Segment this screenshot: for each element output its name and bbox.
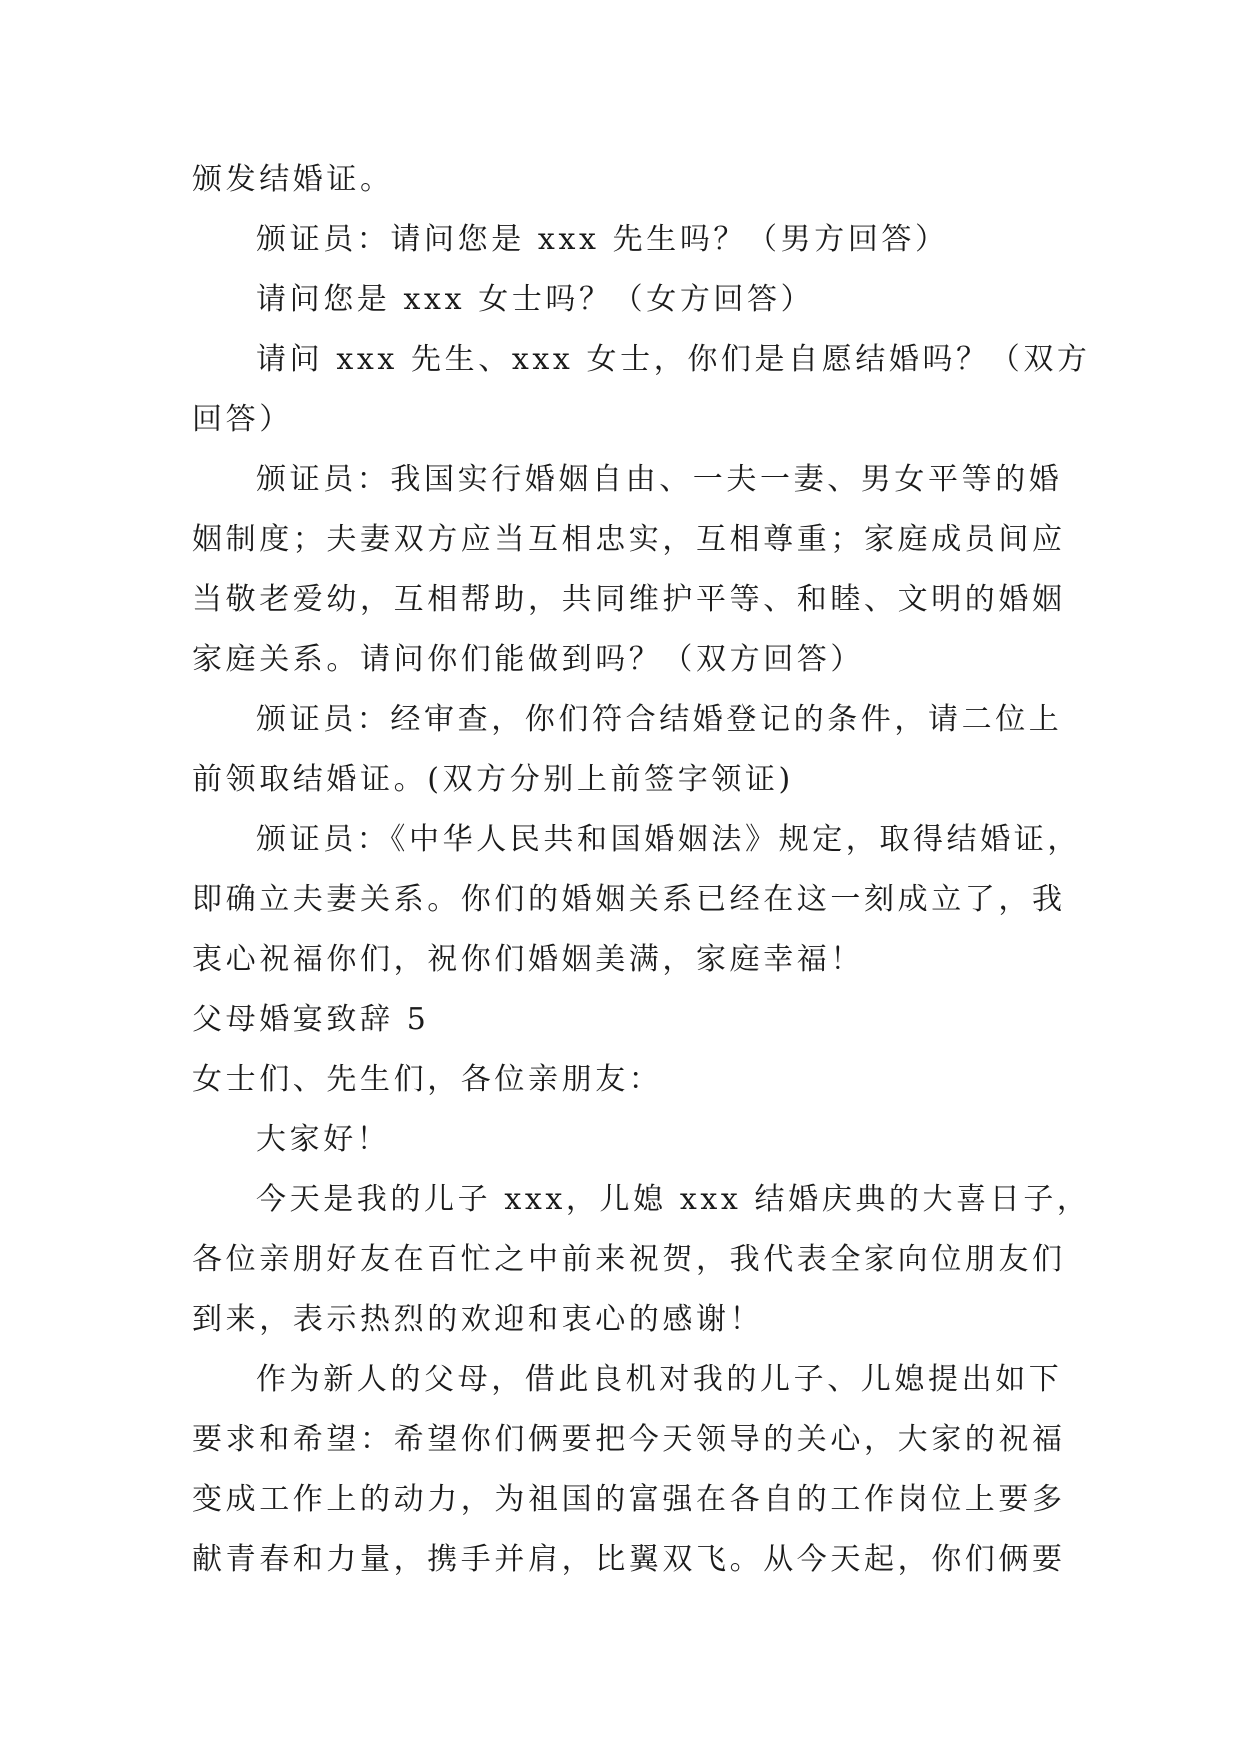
paragraph-line: 衷心祝福你们，祝你们婚姻美满，家庭幸福！ [192,942,864,977]
paragraph-line: 颁证员：《中华人民共和国婚姻法》规定，取得结婚证， [256,822,1081,857]
paragraph-line: 当敬老爱幼，互相帮助，共同维护平等、和睦、文明的婚姻 [192,582,1066,617]
paragraph-line: 颁证员：我国实行婚姻自由、一夫一妻、男女平等的婚 [256,462,1063,497]
paragraph-line: 各位亲朋好友在百忙之中前来祝贺，我代表全家向位朋友们 [192,1242,1066,1277]
paragraph-line: 到来，表示热烈的欢迎和衷心的感谢！ [192,1302,764,1337]
paragraph-line: 颁发结婚证。 [192,162,394,197]
paragraph-line: 献青春和力量，携手并肩，比翼双飞。从今天起，你们俩要 [192,1542,1066,1577]
paragraph-line: 作为新人的父母，借此良机对我的儿子、儿媳提出如下 [256,1362,1063,1397]
paragraph-line: 家庭关系。请问你们能做到吗？（双方回答） [192,642,864,677]
document-body [192,150,1091,1590]
paragraph-line: 姻制度；夫妻双方应当互相忠实，互相尊重；家庭成员间应 [192,522,1066,557]
paragraph-line: 大家好！ [256,1122,391,1157]
paragraph-line: 请问您是 xxx 女士吗？（女方回答） [256,282,815,317]
paragraph-line: 今天是我的儿子 xxx，儿媳 xxx 结婚庆典的大喜日子， [256,1182,1091,1217]
paragraph-line: 请问 xxx 先生、xxx 女士，你们是自愿结婚吗？（双方 [256,342,1091,377]
salutation-line: 女士们、先生们，各位亲朋友： [192,1062,663,1097]
section-heading: 父母婚宴致辞 5 [192,1002,430,1037]
paragraph-line: 回答） [192,402,293,437]
paragraph-line: 即确立夫妻关系。你们的婚姻关系已经在这一刻成立了，我 [192,882,1066,917]
paragraph-line: 前领取结婚证。(双方分别上前签字领证) [192,762,794,797]
paragraph-line: 颁证员：经审查，你们符合结婚登记的条件，请二位上 [256,702,1063,737]
paragraph-line: 颁证员：请问您是 xxx 先生吗？（男方回答） [256,222,949,257]
paragraph-line: 变成工作上的动力，为祖国的富强在各自的工作岗位上要多 [192,1482,1066,1517]
paragraph-line: 要求和希望：希望你们俩要把今天领导的关心，大家的祝福 [192,1422,1066,1457]
